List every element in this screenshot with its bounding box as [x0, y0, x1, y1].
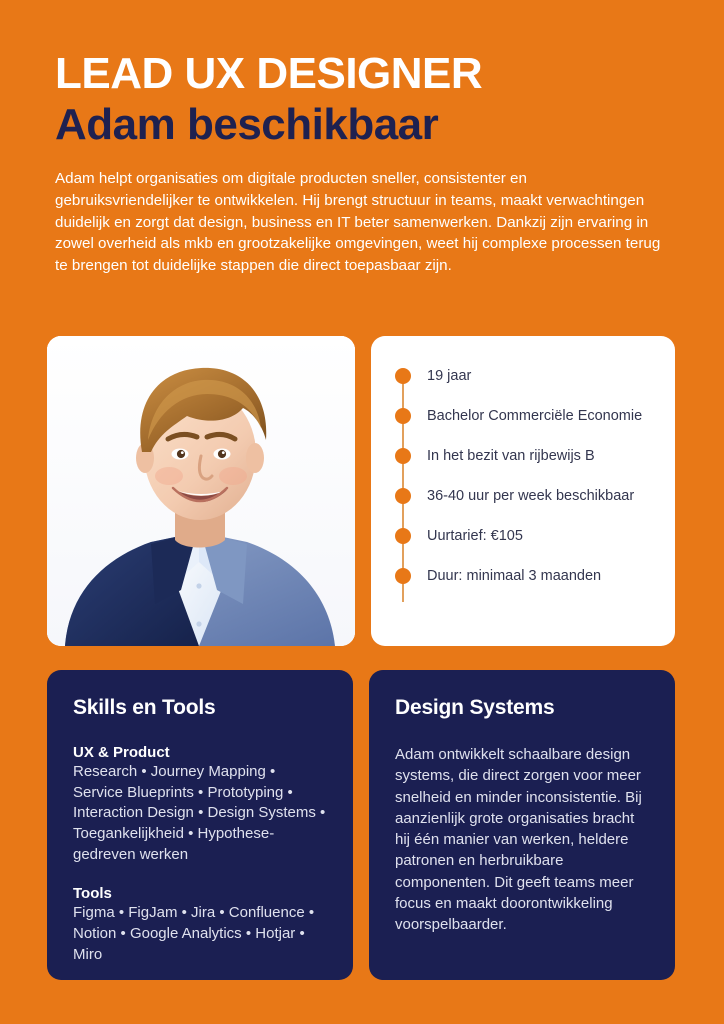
fact-label: Duur: minimaal 3 maanden [427, 568, 602, 584]
intro-paragraph: Adam helpt organisaties om digitale producten sneller, consistenter en gebruiksvriendelijker te ontwikkelen. Hij brengt structuur in teams, maakt verwachtingen duidelijk en zorgt dat design, business en IT beter samenwerken. Dankzij zijn ervaring in zowel overheid als mkb en grootzakelijke omgevingen, weet hij complexe processen terug te brengen tot duidelijke stappen die direct toepasbaar zijn. [55, 170, 661, 274]
fact-item [395, 526, 657, 564]
portrait-image [47, 336, 355, 646]
fact-label: 36-40 uur per week beschikbaar [427, 488, 635, 504]
skills-panel [47, 670, 353, 980]
fact-item [395, 446, 657, 484]
skills-group-body-ux: Research • Journey Mapping • Service Blueprints • Prototyping • Interaction Design • Design Systems • Toegankelijkheid • Hypothese-gedreven werken [73, 763, 326, 863]
panels-row [47, 670, 675, 980]
facts-timeline [395, 366, 657, 620]
design-systems-panel-title: Design Systems [395, 696, 555, 719]
timeline-dot-icon [395, 408, 411, 424]
fact-label: Bachelor Commerciële Economie [427, 408, 643, 424]
page-title-role: LEAD UX DESIGNER [55, 49, 483, 98]
timeline-dot-icon [395, 448, 411, 464]
fact-item [395, 486, 657, 524]
poster-header [55, 49, 680, 276]
fact-item [395, 566, 657, 604]
skills-panel-title: Skills en Tools [73, 696, 216, 719]
fact-item [395, 406, 657, 444]
fact-label: 19 jaar [427, 368, 472, 384]
skills-group-heading-ux: UX & Product [73, 744, 170, 761]
profile-row [47, 336, 675, 646]
fact-label: In het bezit van rijbewijs B [427, 448, 595, 464]
portrait-card [47, 336, 355, 646]
timeline-dot-icon [395, 368, 411, 384]
skills-group-heading-tools: Tools [73, 885, 112, 903]
design-systems-body: Adam ontwikkelt schaalbare design systems, die direct zorgen voor meer snelheid en minder inconsistentie. Bij aanzienlijk grote organisaties bracht hij één manier van werken, heldere patronen en herbruikbare componenten. Dit geeft teams meer focus en maakt doorontwikkeling voorspelbaarder. [395, 746, 642, 934]
design-systems-panel [369, 670, 675, 980]
facts-card [371, 336, 675, 646]
timeline-dot-icon [395, 528, 411, 544]
fact-label: Uurtarief: €105 [427, 528, 523, 544]
page-title-name: Adam beschikbaar [55, 99, 439, 149]
skills-group-body-tools: Figma • FigJam • Jira • Confluence • Notion • Google Analytics • Hotjar • Miro [73, 904, 315, 963]
timeline-dot-icon [395, 568, 411, 584]
fact-item [395, 366, 657, 404]
timeline-dot-icon [395, 488, 411, 504]
